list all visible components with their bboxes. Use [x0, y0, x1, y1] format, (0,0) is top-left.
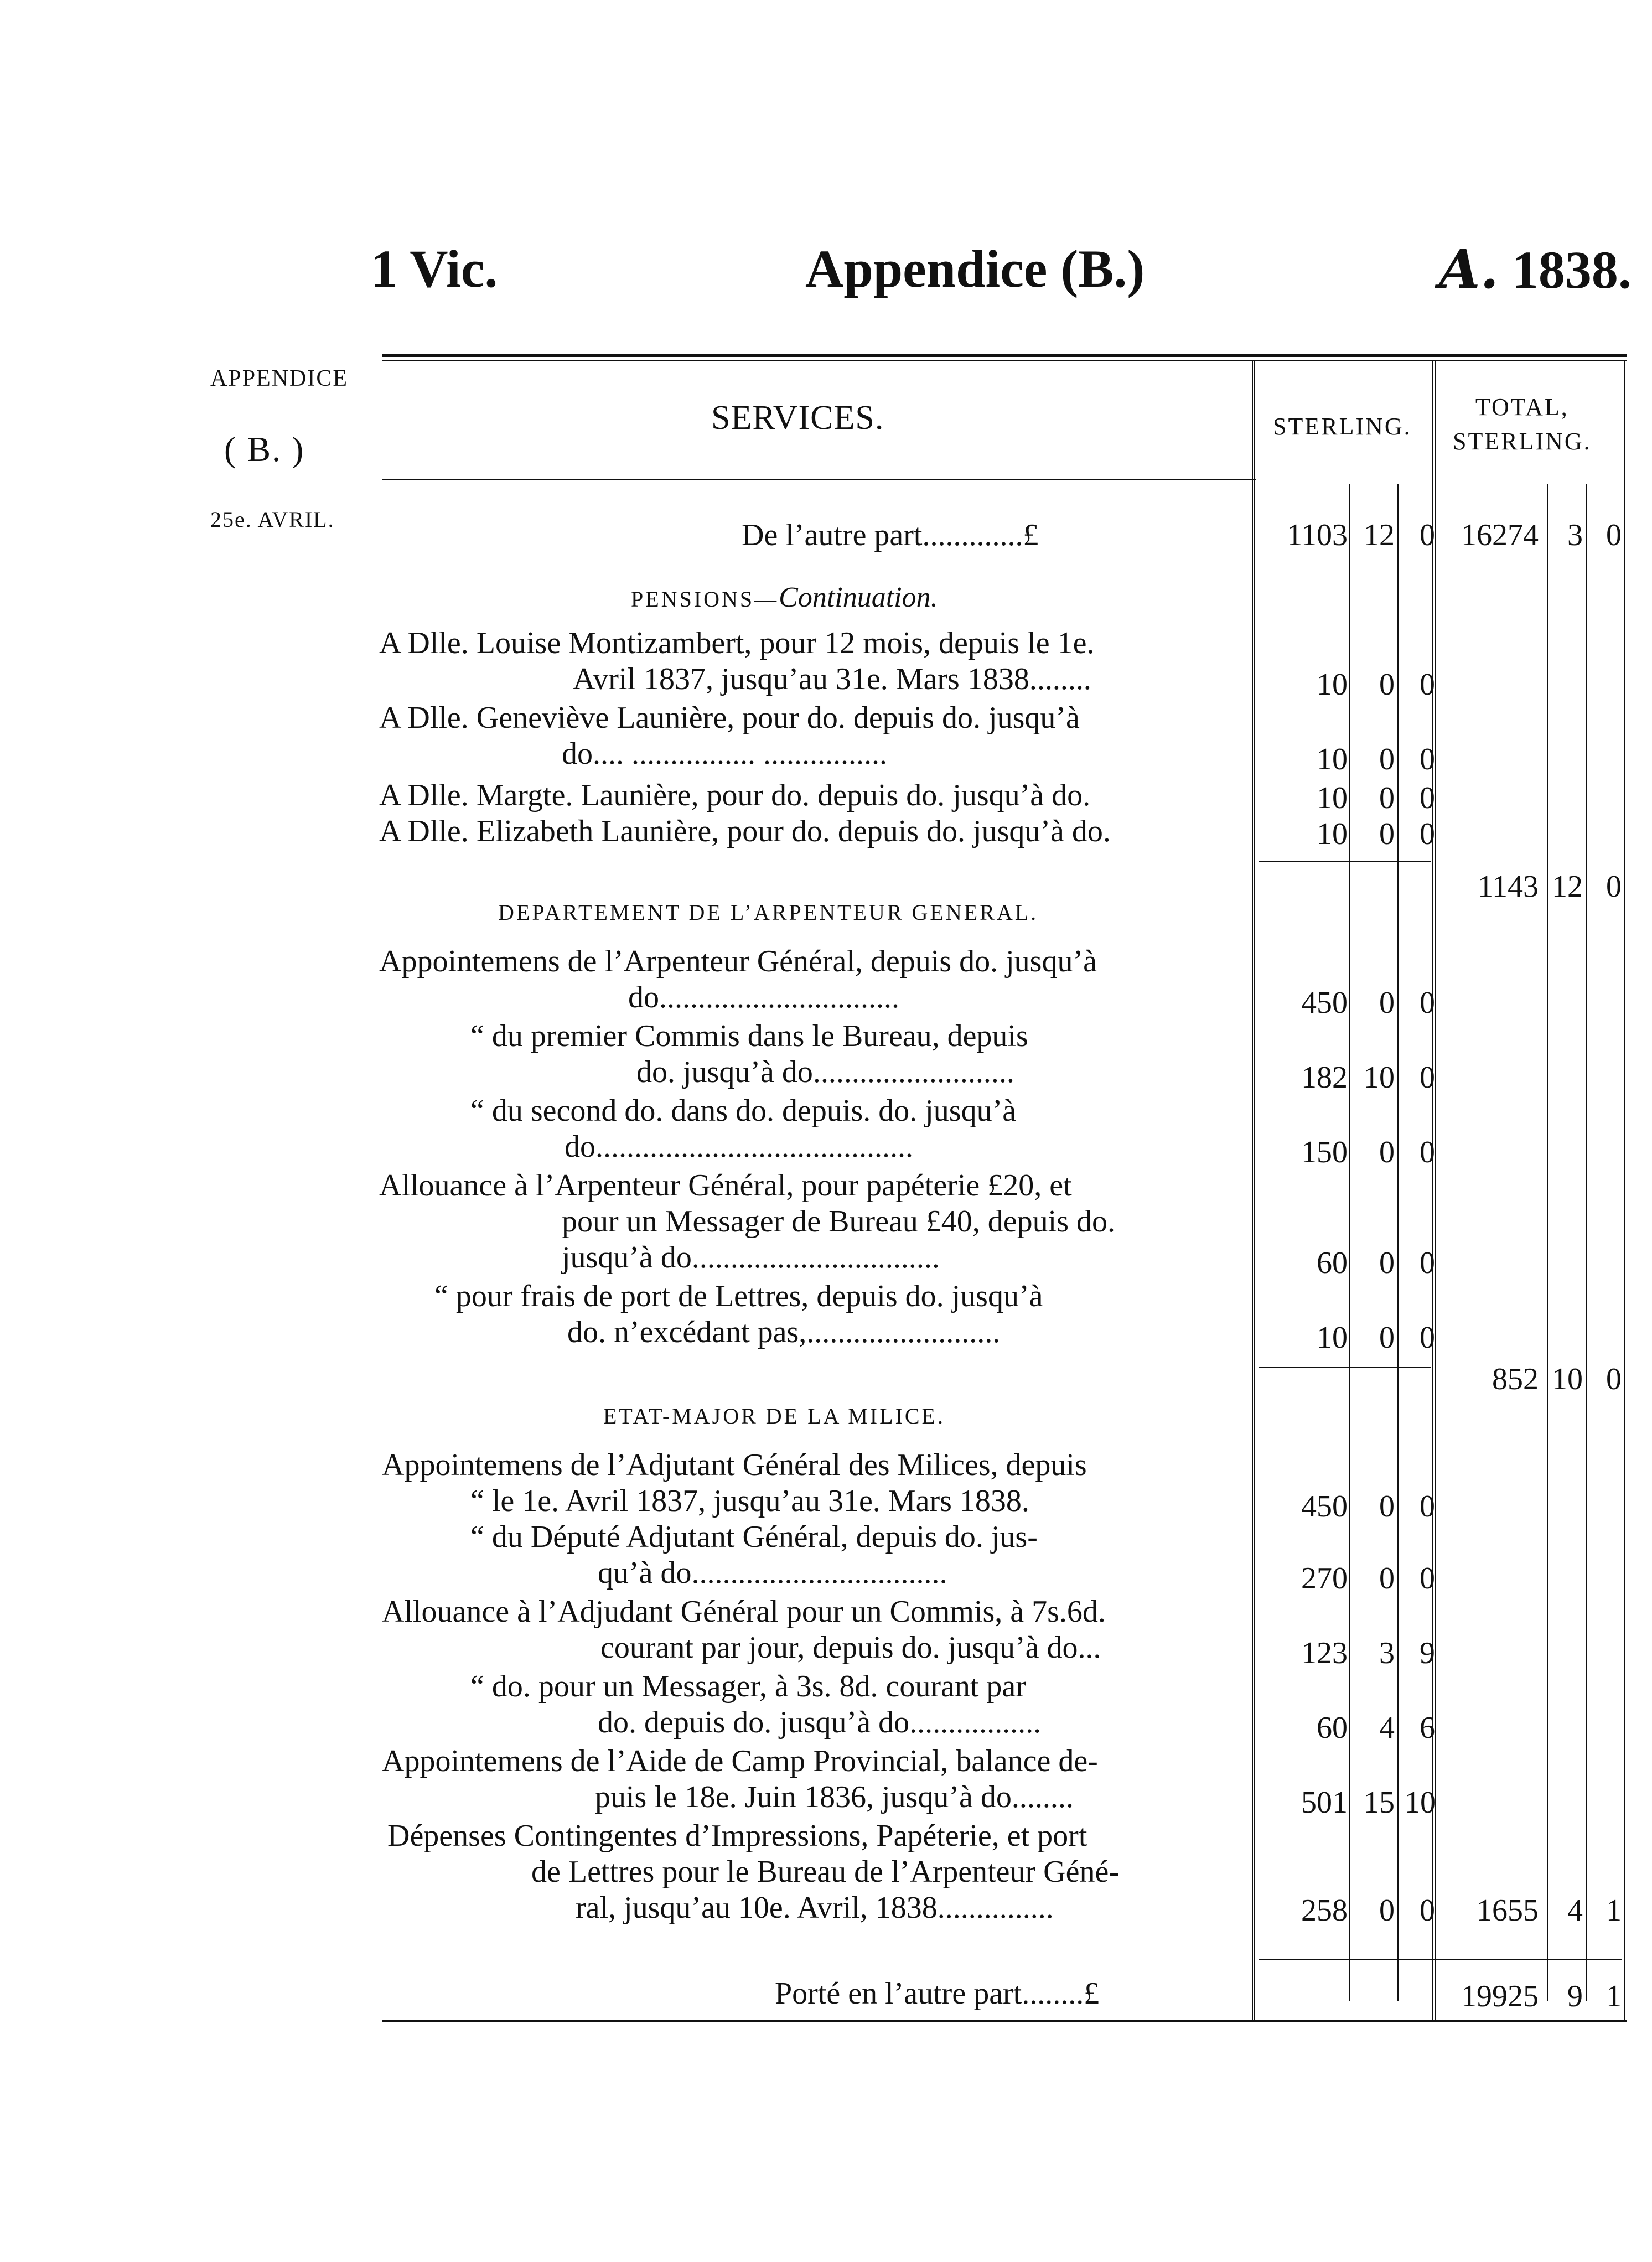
arpenteur-line: Appointemens de l’Arpenteur Général, depuis do. jusqu’à — [379, 944, 1097, 979]
section-milice: ETAT-MAJOR DE LA MILICE. — [603, 1404, 945, 1428]
bottom-rule — [382, 2020, 1627, 2022]
divider-right-edge — [1624, 360, 1625, 2020]
carried-forward-total-pounds: 19925 — [1461, 1979, 1539, 2013]
brought-forward-pounds: 1103 — [1287, 518, 1348, 552]
amount-pounds: 450 — [1301, 986, 1348, 1020]
header-year: 1838. — [1511, 240, 1632, 299]
amount-shillings: 0 — [1379, 1561, 1395, 1596]
amount-shillings: 0 — [1379, 742, 1395, 777]
arpenteur-line: “ du premier Commis dans le Bureau, depuis — [470, 1019, 1028, 1053]
amount-shillings: 0 — [1379, 1246, 1395, 1280]
milice-line: Allouance à l’Adjudant Général pour un Commis, à 7s.6d. — [382, 1595, 1106, 1629]
amount-shillings: 0 — [1379, 986, 1395, 1020]
section-pensions — [631, 581, 938, 614]
amount-pounds: 60 — [1317, 1711, 1348, 1745]
amount-shillings: 0 — [1379, 1893, 1395, 1928]
section-pensions-caps: PENSIONS— — [631, 587, 779, 612]
milice-line: “ do. pour un Messager, à 3s. 8d. courant par — [470, 1669, 1026, 1704]
amount-pence: 0 — [1420, 1246, 1435, 1280]
amount-pounds: 10 — [1317, 1321, 1348, 1355]
brought-forward-shillings: 12 — [1364, 518, 1395, 552]
milice-total-shillings: 4 — [1567, 1893, 1583, 1928]
divider-total — [1432, 360, 1436, 2020]
divider-total-pence — [1586, 484, 1587, 2001]
amount-pounds: 60 — [1317, 1246, 1348, 1280]
pensions-total-pounds: 1143 — [1478, 869, 1539, 904]
arpenteur-line: Allouance à l’Arpenteur Général, pour papéterie £20, et — [379, 1168, 1072, 1203]
pension-line: A Dlle. Margte. Launière, pour do. depuis do. jusqu’à do. — [379, 778, 1091, 812]
column-total — [1453, 390, 1592, 459]
arpenteur-line: do............................... — [628, 980, 899, 1014]
amount-shillings: 0 — [1379, 667, 1395, 702]
amount-shillings: 3 — [1379, 1636, 1395, 1670]
milice-line: Appointemens de l’Aide de Camp Provincial, balance de- — [382, 1744, 1098, 1778]
amount-pence: 10 — [1405, 1785, 1436, 1820]
amount-pence: 0 — [1420, 781, 1435, 815]
amount-pounds: 123 — [1301, 1636, 1348, 1670]
milice-line: courant par jour, depuis do. jusqu’à do... — [600, 1630, 1101, 1665]
amount-pence: 0 — [1420, 1489, 1435, 1524]
carried-forward-total-shillings: 9 — [1567, 1979, 1583, 2013]
milice-line: Dépenses Contingentes d’Impressions, Papéterie, et port — [387, 1819, 1087, 1853]
pension-line: A Dlle. Geneviève Launière, pour do. depuis do. jusqu’à — [379, 701, 1080, 735]
arpenteur-total-pence: 0 — [1606, 1362, 1622, 1396]
brought-forward-label: De l’autre part.............£ — [742, 518, 1039, 552]
amount-pounds: 182 — [1301, 1060, 1348, 1095]
amount-shillings: 15 — [1364, 1785, 1395, 1820]
arpenteur-line: do......................................... — [565, 1130, 913, 1164]
page-header-right — [1439, 238, 1632, 301]
amount-pounds: 501 — [1301, 1785, 1348, 1820]
pension-line: Avril 1837, jusqu’au 31e. Mars 1838........ — [573, 662, 1091, 696]
grand-total-rule — [1259, 1959, 1622, 1960]
amount-pence: 0 — [1420, 1060, 1435, 1095]
amount-pounds: 10 — [1317, 781, 1348, 815]
amount-shillings: 0 — [1379, 1489, 1395, 1524]
column-sterling: STERLING. — [1273, 413, 1412, 440]
amount-shillings: 4 — [1379, 1711, 1395, 1745]
arpenteur-line: pour un Messager de Bureau £40, depuis do. — [562, 1204, 1116, 1239]
amount-shillings: 0 — [1379, 1321, 1395, 1355]
pensions-total-shillings: 12 — [1552, 869, 1583, 904]
amount-pounds: 150 — [1301, 1135, 1348, 1169]
carried-forward-label: Porté en l’autre part........£ — [775, 1976, 1100, 2011]
brought-forward-total-shillings: 3 — [1567, 518, 1583, 552]
arpenteur-line: “ pour frais de port de Lettres, depuis do. jusqu’à — [434, 1279, 1043, 1313]
section-pensions-italic: Continuation. — [779, 582, 938, 613]
column-services: SERVICES. — [711, 399, 884, 437]
amount-shillings: 0 — [1379, 781, 1395, 815]
amount-pence: 0 — [1420, 1321, 1435, 1355]
amount-pounds: 10 — [1317, 817, 1348, 851]
carried-forward-total-pence: 1 — [1606, 1979, 1622, 2013]
arpenteur-total-shillings: 10 — [1552, 1362, 1583, 1396]
amount-pence: 0 — [1420, 986, 1435, 1020]
arpenteur-line: do. jusqu’à do.......................... — [636, 1055, 1014, 1089]
amount-pounds: 450 — [1301, 1489, 1348, 1524]
header-underline — [382, 479, 1256, 480]
subtotal-rule — [1259, 861, 1431, 862]
amount-pounds: 10 — [1317, 742, 1348, 777]
divider-total-shillings — [1547, 484, 1548, 2001]
amount-pence: 0 — [1420, 1561, 1435, 1596]
amount-pence: 0 — [1420, 817, 1435, 851]
milice-line: puis le 18e. Juin 1836, jusqu’à do........ — [595, 1780, 1074, 1814]
amount-pence: 0 — [1420, 1135, 1435, 1169]
header-letter: A. — [1439, 238, 1499, 301]
margin-appendice: APPENDICE — [210, 366, 349, 391]
milice-line: ral, jusqu’au 10e. Avril, 1838............... — [576, 1891, 1054, 1925]
arpenteur-line: do. n’excédant pas,......................... — [567, 1315, 1001, 1349]
pension-line: A Dlle. Elizabeth Launière, pour do. depuis do. jusqu’à do. — [379, 814, 1111, 848]
amount-pence: 9 — [1420, 1636, 1435, 1670]
subtotal-rule — [1259, 1367, 1431, 1368]
amount-pounds: 10 — [1317, 667, 1348, 702]
page-header-title: Appendice (B.) — [805, 239, 1145, 298]
divider-sterling — [1252, 360, 1255, 2020]
amount-pounds: 258 — [1301, 1893, 1348, 1928]
amount-pounds: 270 — [1301, 1561, 1348, 1596]
amount-pence: 0 — [1420, 1893, 1435, 1928]
amount-shillings: 0 — [1379, 817, 1395, 851]
amount-shillings: 0 — [1379, 1135, 1395, 1169]
page-header-left: 1 Vic. — [371, 239, 498, 298]
margin-section: ( B. ) — [224, 429, 305, 469]
brought-forward-total-pence: 0 — [1606, 518, 1622, 552]
milice-total-pence: 1 — [1606, 1893, 1622, 1928]
milice-line: do. depuis do. jusqu’à do................. — [598, 1705, 1042, 1740]
amount-pence: 0 — [1420, 742, 1435, 777]
brought-forward-pence: 0 — [1420, 518, 1435, 552]
milice-line: “ le 1e. Avril 1837, jusqu’au 31e. Mars 1838. — [470, 1484, 1029, 1518]
brought-forward-total-pounds: 16274 — [1461, 518, 1539, 552]
margin-date: 25e. AVRIL. — [210, 507, 335, 532]
arpenteur-total-pounds: 852 — [1492, 1362, 1539, 1396]
pensions-total-pence: 0 — [1606, 869, 1622, 904]
milice-line: qu’à do................................. — [598, 1556, 947, 1590]
arpenteur-line: “ du second do. dans do. depuis. do. jusqu’à — [470, 1094, 1017, 1128]
column-total-line2: STERLING. — [1453, 428, 1592, 455]
pension-line: A Dlle. Louise Montizambert, pour 12 mois, depuis le 1e. — [379, 626, 1095, 660]
milice-line: de Lettres pour le Bureau de l’Arpenteur Géné- — [531, 1855, 1119, 1889]
amount-pence: 0 — [1420, 667, 1435, 702]
arpenteur-line: jusqu’à do................................ — [562, 1240, 940, 1275]
column-total-line1: TOTAL, — [1475, 394, 1569, 421]
milice-line: Appointemens de l’Adjutant Général des Milices, depuis — [382, 1448, 1087, 1482]
divider-shillings — [1349, 484, 1350, 2001]
amount-shillings: 10 — [1364, 1060, 1395, 1095]
milice-total-pounds: 1655 — [1477, 1893, 1539, 1928]
amount-pence: 6 — [1420, 1711, 1435, 1745]
divider-pence — [1397, 484, 1399, 2001]
milice-line: “ du Député Adjutant Général, depuis do. jus- — [470, 1520, 1038, 1554]
section-arpenteur: DEPARTEMENT DE L’ARPENTEUR GENERAL. — [498, 900, 1039, 925]
pension-line: do.... ................ ................ — [562, 737, 887, 771]
top-rule — [382, 354, 1627, 361]
